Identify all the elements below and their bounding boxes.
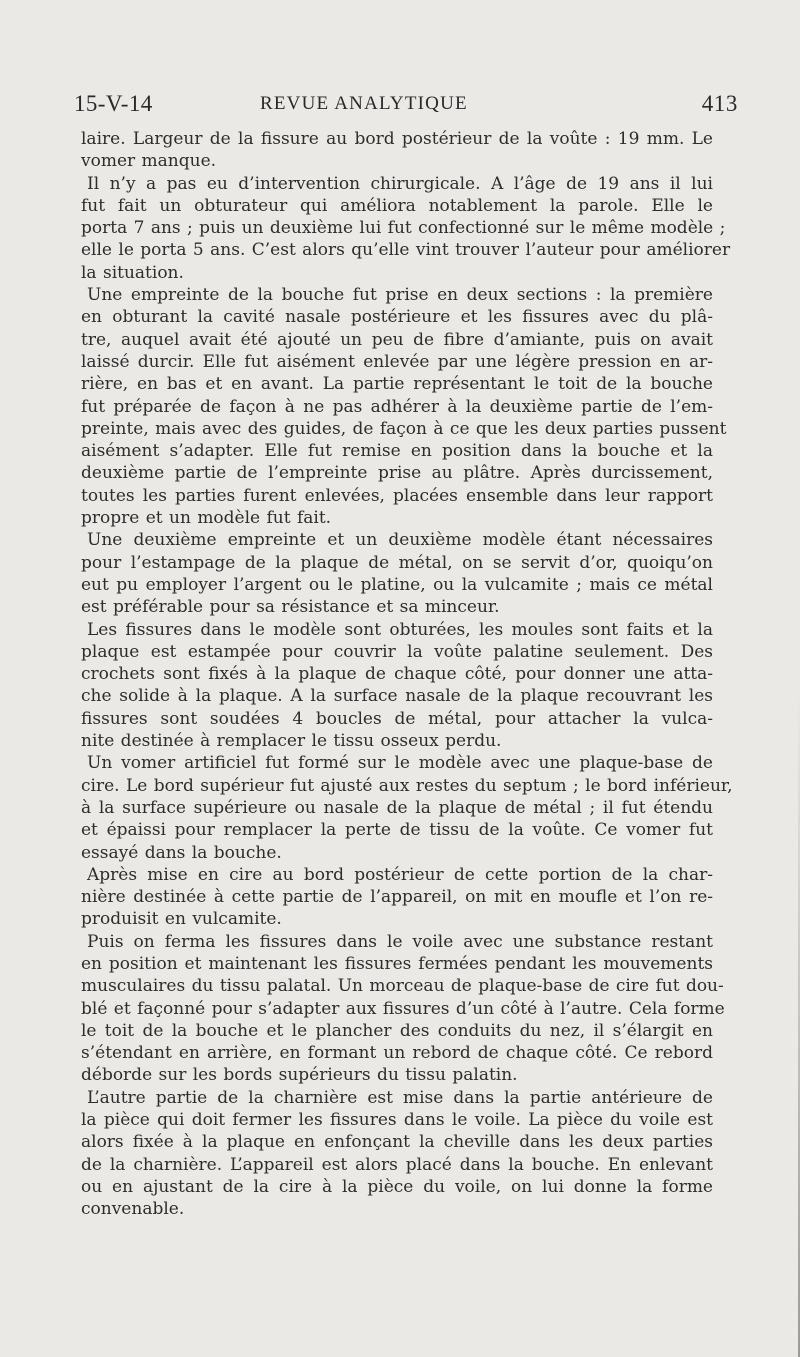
text-line: musculaires du tissu palatal. Un morceau de plaque-base de cire fut dou-: [81, 976, 724, 997]
text-line: fissures sont soudées 4 boucles de métal, pour attacher la vulca-: [81, 708, 713, 729]
text-line: Une empreinte de la bouche fut prise en deux sections : la première: [87, 285, 713, 306]
header-date: 15-V-14: [74, 91, 153, 116]
text-line: déborde sur les bords supérieurs du tissu palatin.: [81, 1065, 518, 1086]
text-line: plaque est estampée pour couvrir la voûte palatine seulement. Des: [81, 641, 713, 662]
text-line: nière destinée à cette partie de l’appareil, on mit en moufle et l’on re-: [81, 887, 713, 908]
text-line: blé et façonné pour s’adapter aux fissures d’un côté à l’autre. Cela forme: [81, 998, 725, 1019]
text-line: convenable.: [81, 1199, 185, 1220]
text-line: laissé durcir. Elle fut aisément enlevée par une légère pression en ar-: [81, 351, 713, 372]
text-line: et épaissi pour remplacer la perte de tissu de la voûte. Ce vomer fut: [81, 820, 713, 841]
text-line: fut fait un obturateur qui améliora notablement la parole. Elle le: [81, 195, 713, 216]
text-line: produisit en vulcamite.: [81, 909, 282, 930]
text-line: propre et un modèle fut fait.: [81, 508, 332, 529]
text-line: ou en ajustant de la cire à la pièce du voile, on lui donne la forme: [81, 1176, 713, 1197]
text-line: Puis on ferma les fissures dans le voile avec une substance restant: [87, 931, 713, 952]
text-line: toutes les parties furent enlevées, placées ensemble dans leur rapport: [81, 485, 713, 506]
text-line: cire. Le bord supérieur fut ajusté aux restes du septum ; le bord inférieur,: [81, 775, 733, 796]
text-line: la pièce qui doit fermer les fissures dans le voile. La pièce du voile est: [81, 1110, 713, 1131]
text-line: rière, en bas et en avant. La partie représentant le toit de la bouche: [81, 374, 713, 395]
text-line: Une deuxième empreinte et un deuxième modèle étant nécessaires: [87, 530, 713, 551]
text-line: Un vomer artificiel fut formé sur le modèle avec une plaque-base de: [87, 753, 713, 774]
text-line: alors fixée à la plaque en enfonçant la cheville dans les deux parties: [81, 1132, 713, 1153]
text-line: nite destinée à remplacer le tissu osseux perdu.: [81, 731, 502, 752]
text-line: eut pu employer l’argent ou le platine, ou la vulcamite ; mais ce métal: [81, 574, 713, 595]
text-line: L’autre partie de la charnière est mise dans la partie antérieure de: [87, 1087, 713, 1108]
text-line: crochets sont fixés à la plaque de chaque côté, pour donner une atta-: [81, 664, 713, 685]
text-line: aisément s’adapter. Elle fut remise en position dans la bouche et la: [81, 441, 713, 462]
text-line: à la surface supérieure ou nasale de la plaque de métal ; il fut étendu: [81, 797, 713, 818]
text-line: laire. Largeur de la fissure au bord postérieur de la voûte : 19 mm. Le: [81, 129, 713, 149]
text-line: fut préparée de façon à ne pas adhérer à la deuxième partie de l’em-: [81, 396, 713, 417]
text-line: elle le porta 5 ans. C’est alors qu’elle vint trouver l’auteur pour améliorer: [81, 240, 731, 261]
text-line: pour l’estampage de la plaque de métal, on se servit d’or, quoiqu’on: [81, 552, 713, 573]
text-line: preinte, mais avec des guides, de façon à ce que les deux parties pussent: [81, 418, 727, 439]
text-line: en obturant la cavité nasale postérieure et les fissures avec du plâ-: [81, 307, 713, 328]
text-line: s’étendant en arrière, en formant un rebord de chaque côté. Ce rebord: [81, 1043, 713, 1064]
text-line: deuxième partie de l’empreinte prise au plâtre. Après durcissement,: [81, 463, 713, 484]
article-body: [81, 128, 733, 1221]
page-number: 413: [701, 91, 738, 116]
running-header: [74, 91, 738, 125]
text-line: tre, auquel avait été ajouté un peu de fibre d’amiante, puis on avait: [81, 329, 713, 350]
text-line: che solide à la plaque. A la surface nasale de la plaque recouvrant les: [81, 686, 713, 707]
text-line: porta 7 ans ; puis un deuxième lui fut confectionné sur le même modèle ;: [81, 218, 726, 239]
text-line: essayé dans la bouche.: [81, 842, 282, 863]
text-line: Il n’y a pas eu d’intervention chirurgicale. A l’âge de 19 ans il lui: [87, 173, 713, 194]
text-line: est préférable pour sa résistance et sa minceur.: [81, 597, 500, 618]
text-line: Après mise en cire au bord postérieur de cette portion de la char-: [87, 864, 713, 885]
text-line: Les fissures dans le modèle sont obturées, les moules sont faits et la: [87, 619, 713, 640]
text-line: le toit de la bouche et le plancher des conduits du nez, il s’élargit en: [81, 1020, 713, 1041]
text-line: la situation.: [81, 262, 184, 283]
text-line: en position et maintenant les fissures fermées pendant les mouvements: [81, 953, 713, 974]
text-line: de la charnière. L’appareil est alors placé dans la bouche. En enlevant: [81, 1154, 713, 1175]
text-line: vomer manque.: [81, 151, 217, 172]
header-journal-title: REVUE ANALYTIQUE: [260, 93, 468, 114]
